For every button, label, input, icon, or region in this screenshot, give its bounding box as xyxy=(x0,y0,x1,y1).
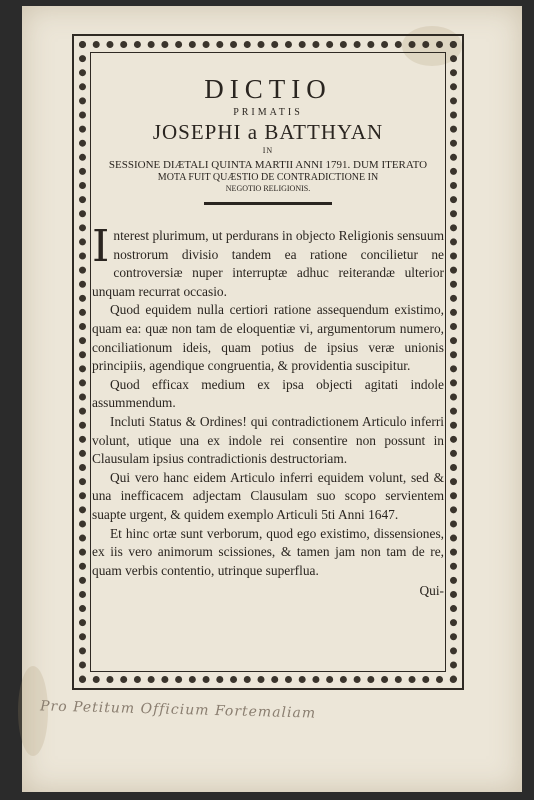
paragraph-3: Quod efficax medium ex ipsa objecti agitati indole assummendum. xyxy=(92,376,444,411)
paragraph-1: Interest plurimum, ut perdurans in objecto Religionis sensuum nostrorum divisio tandem ea ratione concilietur ne controversiæ nuper interruptæ adhuc reiterandæ ulterior unquam recurrat occasio. xyxy=(92,221,444,299)
primatis-line: PRIMATIS xyxy=(233,107,303,118)
paragraph-2: Quod equidem nulla certiori ratione assequendum existimo, quam ea: quæ non tam de eloquentiæ vi, argumentorum numero, conciliationum ideis, quam potius de ipsius veræ unionis principiis, agendique congruentia, & providentia suscipitur. xyxy=(92,302,444,374)
paragraph-5: Qui vero hanc eidem Articulo inferri equidem volunt, sed & una inefficacem adjectam Clausulam suo scopo servientem suapte urgent, & quidem exemplo Articuli 5ti Anni 1647. xyxy=(92,469,444,522)
subtitle-line-2: MOTA FUIT QUÆSTIO DE CONTRADICTIONE IN xyxy=(157,172,379,183)
in-line: IN xyxy=(262,146,274,155)
title-rule xyxy=(204,202,332,205)
document-title: DICTIO xyxy=(204,74,332,104)
handwritten-note: Pro Petitum Officium Fortemaliam xyxy=(39,698,317,722)
body-text xyxy=(92,221,444,601)
drop-cap: I xyxy=(92,221,110,272)
paragraph-4: Incluti Status & Ordines! qui contradictionem Articulo inferri volunt, utique una ex indole rei consentire non possunt in Clausulam ipsius contradictionis destructoriam. xyxy=(92,413,444,467)
catchword: Qui- xyxy=(419,583,444,599)
document-content xyxy=(92,66,444,676)
paragraph-6: Et hinc ortæ sunt verborum, quod ego existimo, dissensiones, ex iis vero animorum scissiones, & tamen jam non tam de re, quam verbis contentio, utrinque superflua. xyxy=(92,525,444,578)
author-name: JOSEPHI a BATTHYAN xyxy=(152,120,384,144)
subtitle-line-1: SESSIONE DIÆTALI QUINTA MARTII ANNI 1791. DUM ITERATO xyxy=(108,159,428,171)
subtitle-line-3: NEGOTIO RELIGIONIS. xyxy=(225,184,311,193)
